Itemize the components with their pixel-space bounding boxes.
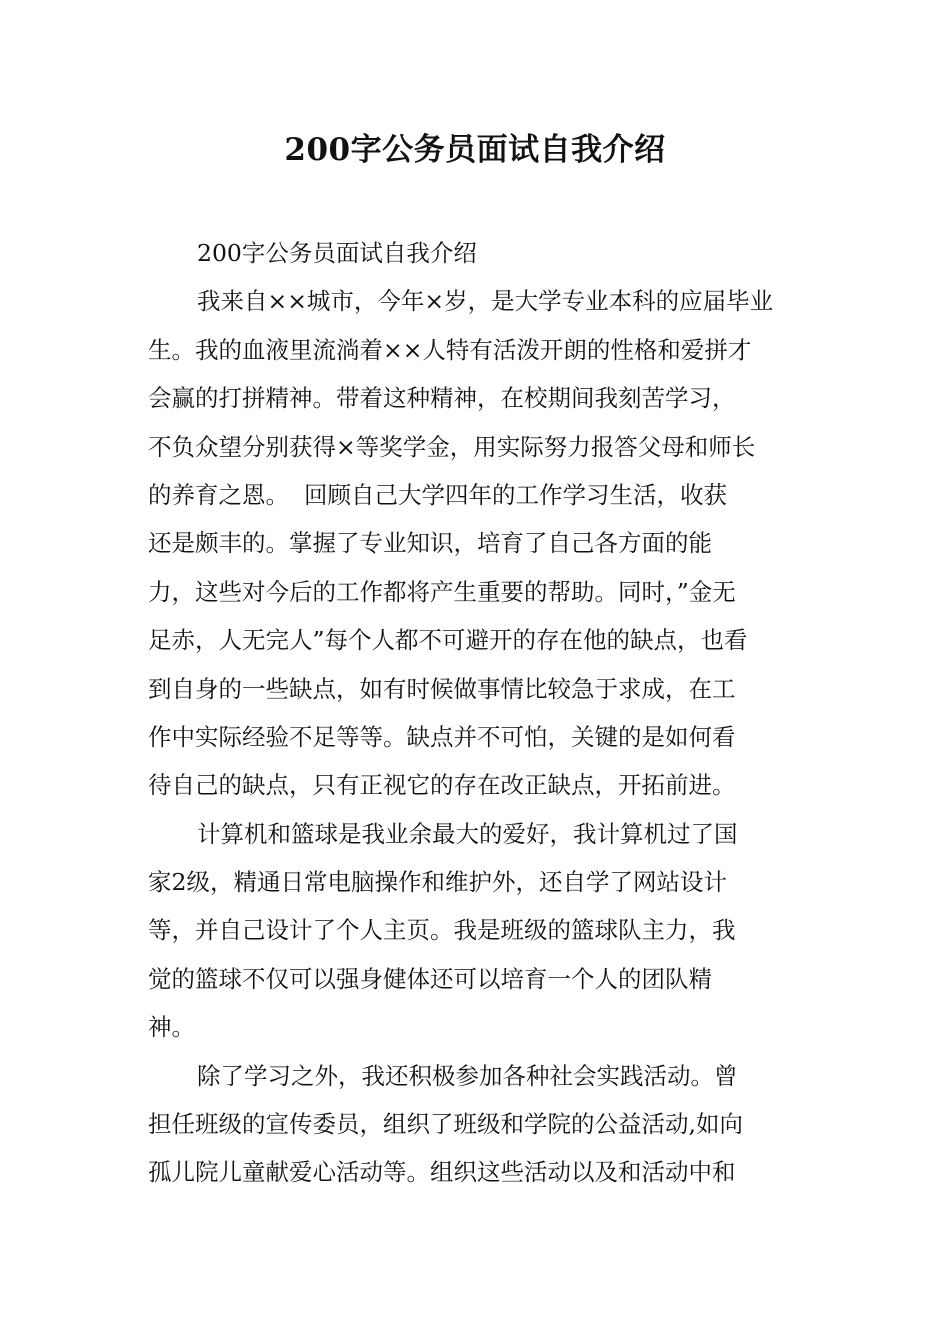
paragraph-line: 神。 [148, 1013, 195, 1042]
paragraph-line: 的养育之恩。 回顾自己大学四年的工作学习生活，收获 [148, 480, 727, 509]
document-title: 200字公务员面试自我介绍 [284, 132, 666, 168]
paragraph-line: 待自己的缺点，只有正视它的存在改正缺点，开拓前进。 [148, 771, 736, 800]
paragraph-line: 力，这些对今后的工作都将产生重要的帮助。同时，”金无 [148, 577, 736, 606]
paragraph-line: 到自身的一些缺点，如有时候做事情比较急于求成，在工 [148, 674, 736, 703]
paragraph-line: 生。我的血液里流淌着××人特有活泼开朗的性格和爱拼才 [148, 335, 752, 364]
paragraph-line: 我来自××城市，今年×岁，是大学专业本科的应届毕业 [197, 287, 774, 316]
paragraph-line: 作中实际经验不足等等。缺点并不可怕，关键的是如何看 [148, 722, 736, 751]
paragraph-line: 等，并自己设计了个人主页。我是班级的篮球队主力，我 [148, 916, 736, 945]
paragraph-line: 不负众望分别获得×等奖学金，用实际努力报答父母和师长 [148, 432, 756, 461]
paragraph-line: 计算机和篮球是我业余最大的爱好，我计算机过了国 [197, 819, 738, 848]
paragraph-line: 200字公务员面试自我介绍 [197, 239, 477, 267]
paragraph-line: 足赤，人无完人”每个人都不可避开的存在他的缺点，也看 [148, 626, 748, 655]
paragraph-line: 担任班级的宣传委员，组织了班级和学院的公益活动,如向 [148, 1110, 743, 1139]
paragraph-line: 觉的篮球不仅可以强身健体还可以培育一个人的团队精 [148, 964, 712, 993]
document-body [148, 229, 813, 1197]
paragraph-line: 除了学习之外，我还积极参加各种社会实践活动。曾 [197, 1061, 738, 1090]
paragraph-line: 家2级，精通日常电脑操作和维护外，还自学了网站设计 [148, 868, 727, 897]
paragraph-line: 还是颇丰的。掌握了专业知识，培育了自己各方面的能 [148, 529, 712, 558]
paragraph-line: 会赢的打拼精神。带着这种精神，在校期间我刻苦学习， [148, 384, 736, 413]
paragraph-line: 孤儿院儿童献爱心活动等。组织这些活动以及和活动中和 [148, 1158, 736, 1187]
